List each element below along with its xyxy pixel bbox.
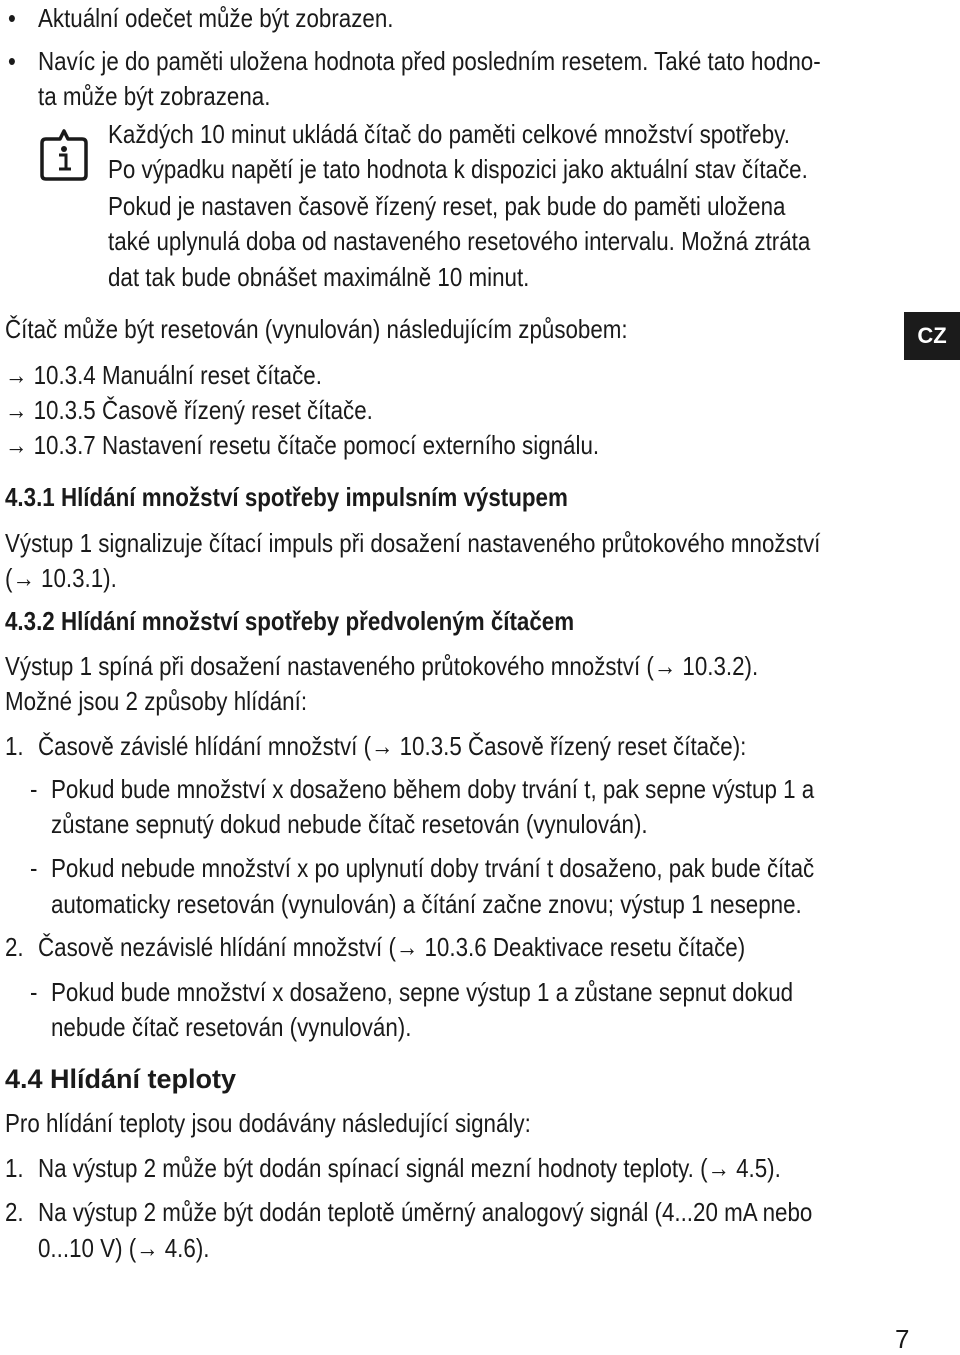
note-line: dat tak bude obnášet maximálně 10 minut. bbox=[108, 262, 530, 292]
sub-item-line: zůstane sepnutý dokud nebude čítač resetován (vynulován). bbox=[51, 809, 648, 839]
section-heading-44: 4.4 Hlídání teploty bbox=[5, 1064, 237, 1094]
list-item-number: 1. bbox=[5, 1153, 24, 1183]
paragraph-line: Pro hlídání teploty jsou dodávány následující signály: bbox=[5, 1108, 531, 1138]
list-item-text: 0...10 V) (→ 4.6). bbox=[38, 1233, 210, 1263]
dash-marker: - bbox=[30, 977, 38, 1007]
info-icon bbox=[40, 127, 88, 181]
paragraph-line: Výstup 1 signalizuje čítací impuls při dosažení nastaveného průtokového množství bbox=[5, 528, 821, 558]
list-item-number: 2. bbox=[5, 932, 24, 962]
paragraph-line: (→ 10.3.1). bbox=[5, 563, 117, 593]
list-item-number: 2. bbox=[5, 1197, 24, 1227]
sub-item-line: automaticky resetován (vynulován) a čítání začne znovu; výstup 1 nesepne. bbox=[51, 889, 802, 919]
reset-link[interactable]: → 10.3.4 Manuální reset čítače. bbox=[5, 360, 322, 390]
section-heading-431: 4.3.1 Hlídání množství spotřeby impulsním výstupem bbox=[5, 482, 568, 512]
note-line: Pokud je nastaven časově řízený reset, pak bude do paměti uložena bbox=[108, 191, 786, 221]
bullet-text: Aktuální odečet může být zobrazen. bbox=[38, 3, 394, 33]
sub-item-line: Pokud bude množství x dosaženo během doby trvání t, pak sepne výstup 1 a bbox=[51, 774, 815, 804]
note-line: také uplynulá doba od nastaveného resetového intervalu. Možná ztráta bbox=[108, 226, 811, 256]
sub-item-line: Pokud nebude množství x po uplynutí doby trvání t dosaženo, pak bude čítač bbox=[51, 853, 815, 883]
list-item-text: Časově závislé hlídání množství (→ 10.3.5 Časově řízený reset čítače): bbox=[38, 731, 747, 761]
bullet-marker: • bbox=[8, 3, 16, 33]
page-number: 7 bbox=[895, 1324, 910, 1354]
section-heading-432: 4.3.2 Hlídání množství spotřeby předvoleným čítačem bbox=[5, 606, 575, 636]
note-line: Po výpadku napětí je tato hodnota k dispozici jako aktuální stav čítače. bbox=[108, 154, 808, 184]
list-item-text: Časově nezávislé hlídání množství (→ 10.3.6 Deaktivace resetu čítače) bbox=[38, 932, 746, 962]
language-tab: CZ bbox=[904, 312, 960, 360]
reset-link[interactable]: → 10.3.5 Časově řízený reset čítače. bbox=[5, 395, 373, 425]
bullet-text: Navíc je do paměti uložena hodnota před posledním resetem. Také tato hodno- bbox=[38, 46, 821, 76]
sub-item-line: Pokud bude množství x dosaženo, sepne výstup 1 a zůstane sepnut dokud bbox=[51, 977, 794, 1007]
note-line: Každých 10 minut ukládá čítač do paměti celkové množství spotřeby. bbox=[108, 119, 790, 149]
sub-item-line: nebude čítač resetován (vynulován). bbox=[51, 1012, 412, 1042]
reset-link[interactable]: → 10.3.7 Nastavení resetu čítače pomocí externího signálu. bbox=[5, 430, 600, 460]
paragraph-line: Výstup 1 spíná při dosažení nastaveného průtokového množství (→ 10.3.2). bbox=[5, 651, 759, 681]
bullet-marker: • bbox=[8, 46, 16, 76]
bullet-text-continued: ta může být zobrazena. bbox=[38, 81, 271, 111]
list-item-number: 1. bbox=[5, 731, 24, 761]
dash-marker: - bbox=[30, 774, 38, 804]
dash-marker: - bbox=[30, 853, 38, 883]
reset-intro: Čítač může být resetován (vynulován) následujícím způsobem: bbox=[5, 314, 628, 344]
list-item-text: Na výstup 2 může být dodán spínací signál mezní hodnoty teploty. (→ 4.5). bbox=[38, 1153, 781, 1183]
list-item-text: Na výstup 2 může být dodán teplotě úměrný analogový signál (4...20 mA nebo bbox=[38, 1197, 813, 1227]
paragraph-line: Možné jsou 2 způsoby hlídání: bbox=[5, 686, 308, 716]
